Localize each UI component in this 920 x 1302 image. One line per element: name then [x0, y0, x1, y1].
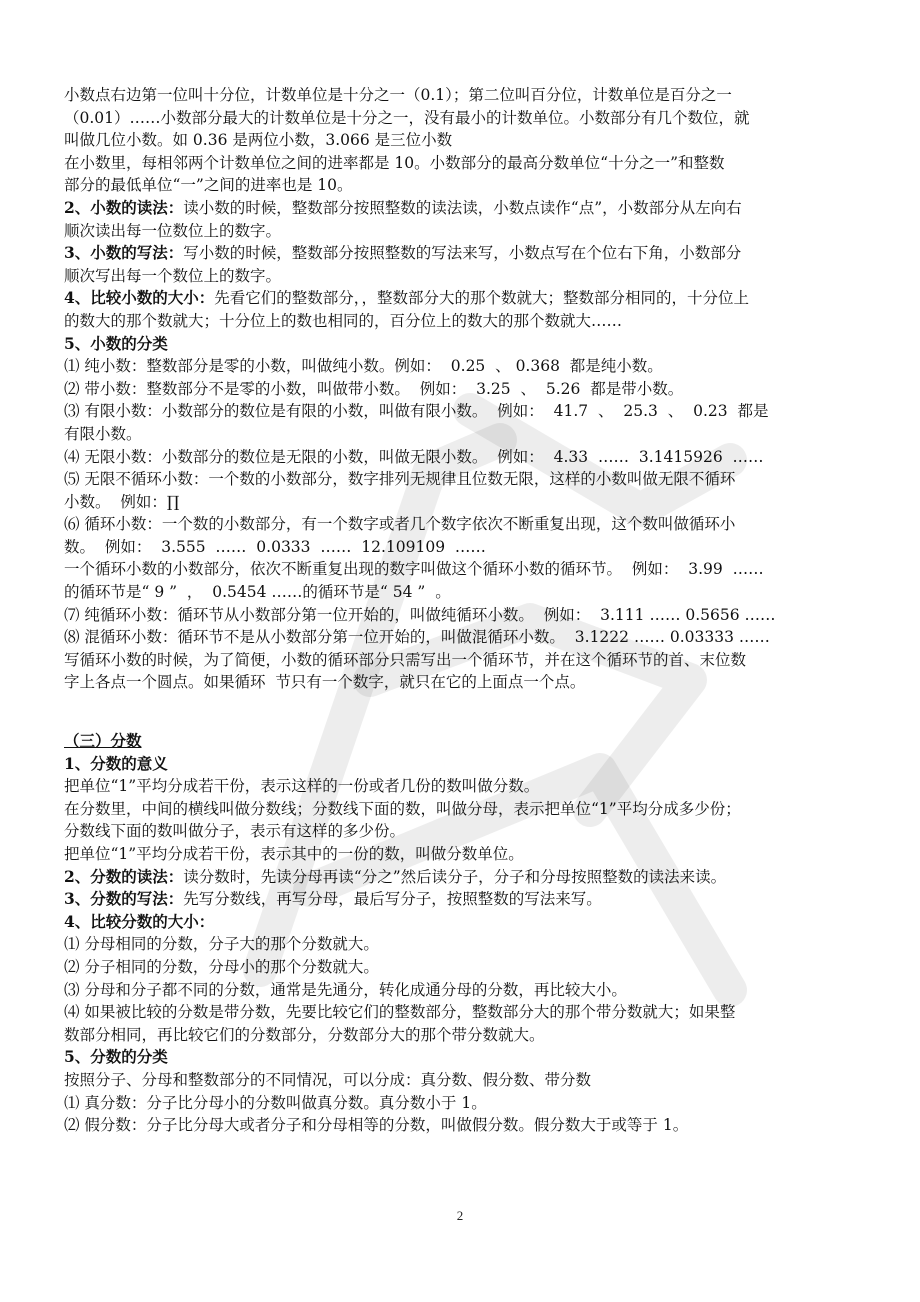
text-line: 字上各点一个圆点。如果循环 节只有一个数字，就只在它的上面点一个点。: [64, 673, 586, 692]
text-line: 顺次写出每一个数位上的数字。: [64, 266, 282, 285]
paragraph-fraction-writing: [64, 888, 880, 911]
text-line: 把单位“1”平均分成若干份，表示这样的一份或者几份的数叫做分数。: [64, 777, 540, 796]
text-line: ⑶ 分母和分子都不同的分数，通常是先通分，转化成通分母的分数，再比较大小。: [64, 980, 627, 999]
text-line: ⑸ 无限不循环小数：一个数的小数部分，数字排列无规律且位数无限，这样的小数叫做无限不循环: [64, 470, 736, 489]
text-line: ⑷ 如果被比较的分数是带分数，先要比较它们的整数部分，整数部分大的那个带分数就大；如果整: [64, 1003, 736, 1022]
document-body: [64, 84, 880, 1137]
text-line: 有限小数。: [64, 424, 142, 443]
heading-fraction-classification: 5、分数的分类: [64, 1047, 168, 1067]
text-line: ⑴ 分母相同的分数，分子大的那个分数就大。: [64, 935, 379, 954]
text-line: 读分数时，先读分母再读“分之”然后读分子，分子和分母按照整数的读法来读。: [183, 867, 727, 886]
paragraph-fraction-reading: [64, 866, 880, 889]
text-line: ⑷ 无限小数：小数部分的数位是无限的小数，叫做无限小数。 例如： 4.33 …… 3.1415926 ……: [64, 447, 764, 466]
heading-decimal-reading: 2、小数的读法：: [64, 197, 184, 217]
text-line: 按照分子、分母和整数部分的不同情况，可以分成：真分数、假分数、带分数: [64, 1070, 592, 1089]
text-line: 先写分数线，再写分母，最后写分子，按照整数的写法来写。: [183, 890, 602, 909]
text-line: 读小数的时候，整数部分按照整数的读法读，小数点读作“点”，小数部分从左向右: [183, 198, 742, 217]
paragraph-decimal-compare: [64, 287, 880, 310]
text-line: 的数大的那个数就大；十分位上的数也相同的，百分位上的数大的那个数就大……: [64, 311, 623, 330]
text-line: 顺次读出每一位数位上的数字。: [64, 221, 282, 240]
heading-fraction-writing: 3、分数的写法：: [64, 889, 184, 909]
heading-fraction-compare: 4、比较分数的大小：: [64, 911, 215, 931]
text-line: 分数线下面的数叫做分子，表示有这样的多少份。: [64, 822, 406, 841]
paragraph-decimal-writing: [64, 242, 880, 265]
text-line: ⑺ 纯循环小数：循环节从小数部分第一位开始的，叫做纯循环小数。 例如： 3.111 …… 0.5656 ……: [64, 605, 776, 624]
text-line: ⑴ 真分数：分子比分母小的分数叫做真分数。真分数小于 1。: [64, 1093, 487, 1112]
text-line: 数。 例如： 3.555 …… 0.0333 …… 12.109109 ……: [64, 537, 486, 556]
text-line: 写循环小数的时候，为了简便，小数的循环部分只需写出一个循环节，并在这个循环节的首、末位数: [64, 650, 747, 669]
text-line: （0.01）……小数部分最大的计数单位是十分之一，没有最小的计数单位。小数部分有几个数位，就: [64, 108, 750, 127]
text-line: 数部分相同，再比较它们的分数部分，分数部分大的那个带分数就大。: [64, 1025, 545, 1044]
section-title-fractions: [64, 730, 880, 753]
heading-decimal-compare: 4、比较小数的大小：: [64, 288, 215, 308]
text-line: 的循环节是“ 9 ” ， 0.5454 ……的循环节是“ 54 ” 。: [64, 583, 451, 602]
text-line: ⑵ 假分数：分子比分母大或者分子和分母相等的分数，叫做假分数。假分数大于或等于 1。: [64, 1116, 689, 1135]
heading-fraction-meaning: 1、分数的意义: [64, 753, 168, 773]
text-line: ⑶ 有限小数：小数部分的数位是有限的小数，叫做有限小数。 例如： 41.7 、 25.3 、 0.23 都是: [64, 402, 769, 421]
text-line: 先看它们的整数部分，，整数部分大的那个数就大；整数部分相同的，十分位上: [214, 289, 750, 308]
text-line: 写小数的时候，整数部分按照整数的写法来写，小数点写在个位右下角，小数部分: [183, 244, 742, 263]
text-line: 把单位“1”平均分成若干份，表示其中的一份的数，叫做分数单位。: [64, 845, 524, 863]
text-line: ⑹ 循环小数：一个数的小数部分，有一个数字或者几个数字依次不断重复出现，这个数叫做循环小: [64, 515, 736, 534]
text-line: ⑻ 混循环小数：循环节不是从小数部分第一位开始的，叫做混循环小数。 3.1222 …… 0.03333 ……: [64, 628, 770, 647]
text-line: 小数。 例如：∏: [64, 492, 180, 511]
page-number: 2: [456, 1208, 464, 1223]
text-line: 部分的最低单位“一”之间的进率也是 10。: [64, 176, 353, 195]
section-spacer: [64, 694, 880, 730]
text-line: 在分数里，中间的横线叫做分数线；分数线下面的数，叫做分母，表示把单位“1”平均分成多少份；: [64, 799, 741, 818]
text-line: ⑵ 分子相同的分数，分母小的那个分数就大。: [64, 957, 379, 976]
text-line: 小数点右边第一位叫十分位，计数单位是十分之一（0.1）；第二位叫百分位，计数单位是百分之一: [64, 86, 732, 104]
paragraph-decimal-reading: [64, 197, 880, 220]
heading-decimal-classification: 5、小数的分类: [64, 333, 168, 353]
heading-decimal-writing: 3、小数的写法：: [64, 243, 184, 263]
section-title-text: （三）分数: [64, 731, 142, 751]
text-line: ⑴ 纯小数：整数部分是零的小数，叫做纯小数。例如： 0.25 、 0.368 都是纯小数。: [64, 357, 663, 376]
text-line: ⑵ 带小数：整数部分不是零的小数，叫做带小数。 例如： 3.25 、 5.26 都是带小数。: [64, 379, 684, 398]
text-line: 叫做几位小数。如 0.36 是两位小数，3.066 是三位小数: [64, 131, 453, 150]
text-line: 在小数里，每相邻两个计数单位之间的进率都是 10。小数部分的最高分数单位“十分之一”和整数: [64, 153, 725, 172]
text-line: 一个循环小数的小数部分，依次不断重复出现的数字叫做这个循环小数的循环节。 例如： 3.99 ……: [64, 560, 764, 579]
heading-fraction-reading: 2、分数的读法：: [64, 866, 184, 886]
